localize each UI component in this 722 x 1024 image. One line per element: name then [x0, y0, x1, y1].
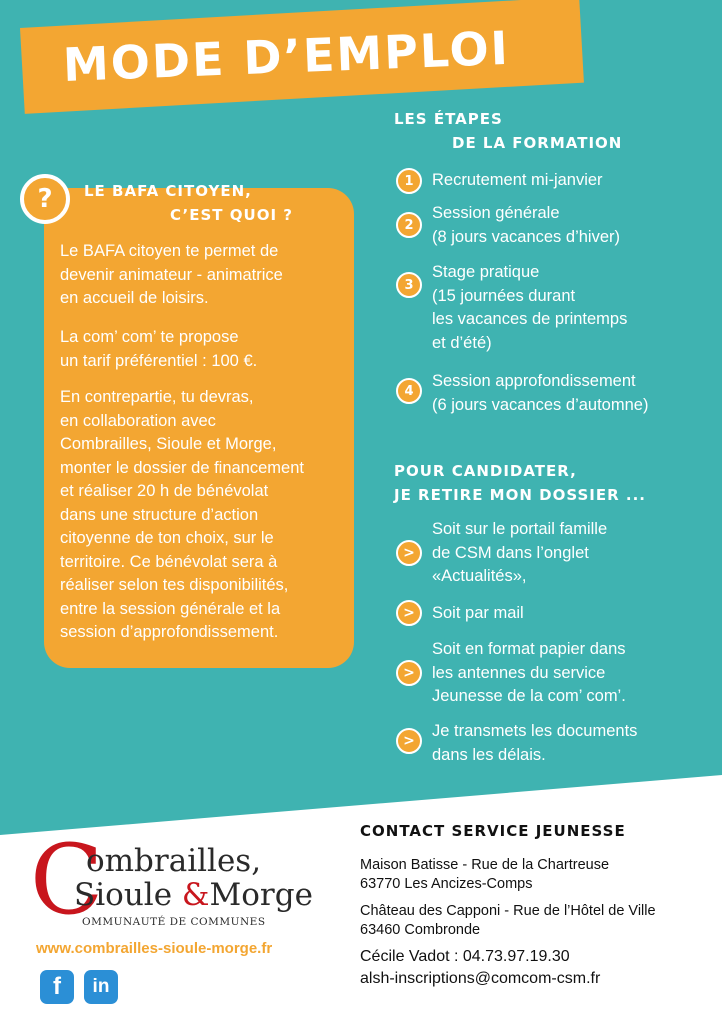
- logo-ampersand: &: [181, 877, 210, 913]
- contact-phone: Cécile Vadot : 04.73.97.19.30: [360, 948, 570, 965]
- question-icon: ?: [20, 174, 70, 224]
- text-line: en collaboration avec: [60, 411, 216, 430]
- steps-heading-line2: DE LA FORMATION: [452, 134, 623, 152]
- logo-text: Sioule: [74, 877, 182, 913]
- text-line: devenir animateur - animatrice: [60, 265, 283, 284]
- apply-option-1: [432, 518, 712, 589]
- text-line: 63770 Les Ancizes-Comps: [360, 876, 533, 892]
- text-line: La com’ com’ te propose: [60, 328, 239, 346]
- text-line: (15 journées durant: [432, 286, 576, 305]
- text-line: Soit en format papier dans: [432, 640, 626, 658]
- text-line: En contrepartie, tu devras,: [60, 388, 254, 406]
- apply-option-3: [432, 638, 712, 709]
- logo-line-1: ombrailles,: [86, 843, 262, 879]
- step-4-number-icon: 4: [396, 378, 422, 404]
- text-line: 63460 Combronde: [360, 922, 481, 938]
- text-line: et d’été): [432, 333, 492, 352]
- text-line: Maison Batisse - Rue de la Chartreuse: [360, 857, 610, 873]
- text-line: et réaliser 20 h de bénévolat: [60, 482, 269, 500]
- step-3-text: [432, 261, 712, 355]
- bafa-paragraph-3: [60, 386, 350, 645]
- address-1: [360, 856, 609, 894]
- apply-heading-line1: POUR CANDIDATER,: [394, 462, 577, 480]
- step-1-text: [432, 169, 712, 193]
- bafa-paragraph-2: [60, 326, 350, 373]
- steps-heading-line1: LES ÉTAPES: [394, 110, 503, 128]
- bafa-heading-line1: LE BAFA CITOYEN,: [84, 182, 252, 200]
- text-line: de CSM dans l’onglet: [432, 543, 589, 562]
- logo-subtitle: OMMUNAUTÉ DE COMMUNES: [82, 916, 266, 928]
- csm-logo: [30, 824, 320, 938]
- text-line: (8 jours vacances d’hiver): [432, 227, 620, 246]
- apply-option-4: [432, 720, 712, 767]
- text-line: un tarif préférentiel : 100 €.: [60, 351, 258, 370]
- text-line: Session approfondissement: [432, 372, 636, 390]
- apply-option-2: [432, 602, 712, 626]
- chevron-right-icon: >: [396, 660, 422, 686]
- facebook-icon[interactable]: f: [40, 970, 74, 1004]
- linkedin-icon[interactable]: in: [84, 970, 118, 1004]
- text-line: Session générale: [432, 204, 560, 222]
- text-line: session d’approfondissement.: [60, 623, 279, 641]
- text-line: «Actualités»,: [432, 567, 527, 585]
- bafa-heading-line2: C’EST QUOI ?: [170, 206, 293, 224]
- chevron-right-icon: >: [396, 600, 422, 626]
- chevron-right-icon: >: [396, 540, 422, 566]
- text-line: en accueil de loisirs.: [60, 289, 209, 307]
- text-line: Château des Capponi - Rue de l’Hôtel de Ville: [360, 903, 656, 919]
- text-line: citoyenne de ton choix, sur le: [60, 529, 274, 547]
- step-2-number-icon: 2: [396, 212, 422, 238]
- text-line: dans une structure d’action: [60, 505, 259, 524]
- address-2: [360, 902, 656, 940]
- step-3-number-icon: 3: [396, 272, 422, 298]
- text-line: Soit sur le portail famille: [432, 520, 608, 538]
- text-line: les antennes du service: [432, 663, 606, 682]
- text-line: Combrailles, Sioule et Morge,: [60, 435, 277, 453]
- bafa-paragraph-1: [60, 240, 350, 311]
- text-line: entre la session générale et la: [60, 599, 281, 618]
- text-line: Jeunesse de la com’ com’.: [432, 687, 626, 705]
- page-title: MODE D’EMPLOI: [62, 20, 511, 92]
- text-line: réaliser selon tes disponibilités,: [60, 576, 289, 594]
- text-line: Le BAFA citoyen te permet de: [60, 242, 279, 260]
- text-line: Soit par mail: [432, 604, 524, 622]
- chevron-right-icon: >: [396, 728, 422, 754]
- text-line: territoire. Ce bénévolat sera à: [60, 552, 278, 571]
- logo-text: Morge: [209, 877, 313, 913]
- contact-title: CONTACT SERVICE JEUNESSE: [360, 822, 626, 840]
- step-4-text: [432, 370, 712, 417]
- text-line: Stage pratique: [432, 263, 540, 281]
- text-line: Je transmets les documents: [432, 722, 638, 740]
- text-line: Recrutement mi-janvier: [432, 171, 603, 189]
- text-line: dans les délais.: [432, 745, 546, 764]
- text-line: les vacances de printemps: [432, 310, 628, 328]
- step-2-text: [432, 202, 712, 249]
- text-line: monter le dossier de financement: [60, 458, 304, 477]
- logo-line-2: [74, 877, 313, 913]
- website-link[interactable]: www.combrailles-sioule-morge.fr: [36, 940, 273, 957]
- apply-heading-line2: JE RETIRE MON DOSSIER ...: [394, 486, 646, 504]
- text-line: (6 jours vacances d’automne): [432, 395, 649, 414]
- contact-email[interactable]: alsh-inscriptions@comcom-csm.fr: [360, 970, 601, 987]
- logo-initial: C: [30, 824, 104, 936]
- step-1-number-icon: 1: [396, 168, 422, 194]
